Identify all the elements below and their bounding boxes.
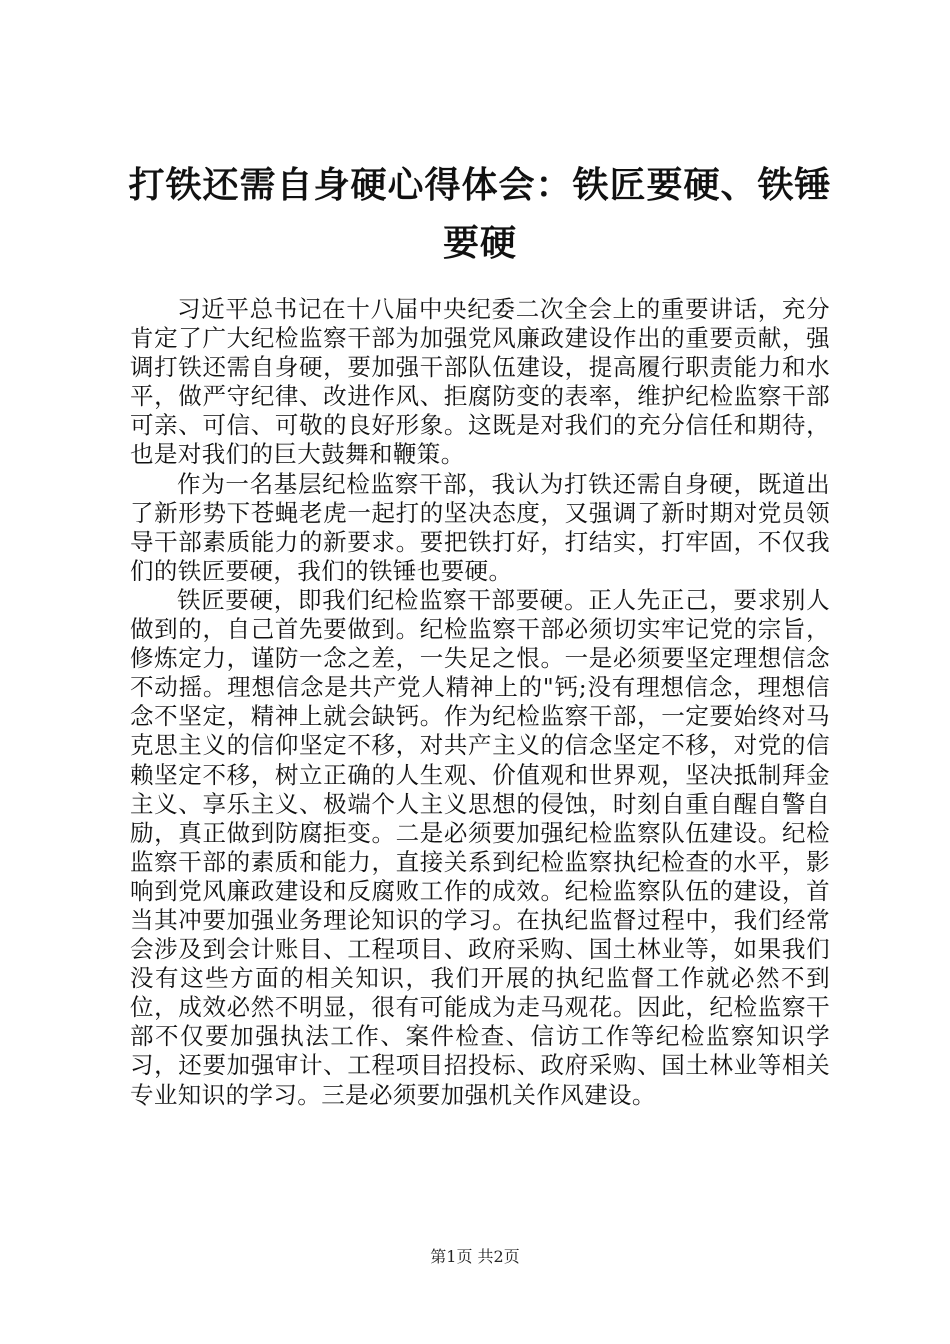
paragraph-2: 作为一名基层纪检监察干部，我认为打铁还需自身硬，既道出了新形势下苍蝇老虎一起打的坚决态度，又强调了新时期对党员领导干部素质能力的新要求。要把铁打好，打结实，打牢固，不仅我们的铁匠要硬，我们的铁锤也要硬。 — [130, 469, 830, 585]
page-footer: 第1页 共2页 — [430, 1247, 520, 1266]
document-body — [130, 295, 830, 1110]
document-title: 打铁还需自身硬心得体会：铁匠要硬、铁锤要硬 — [128, 164, 832, 264]
paragraph-1: 习近平总书记在十八届中央纪委二次全会上的重要讲话，充分肯定了广大纪检监察干部为加强党风廉政建设作出的重要贡献，强调打铁还需自身硬，要加强干部队伍建设，提高履行职责能力和水平，做严守纪律、改进作风、拒腐防变的表率，维护纪检监察干部可亲、可信、可敬的良好形象。这既是对我们的充分信任和期待，也是对我们的巨大鼓舞和鞭策。 — [130, 295, 830, 469]
paragraph-3: 铁匠要硬，即我们纪检监察干部要硬。正人先正己，要求别人做到的，自己首先要做到。纪检监察干部必须切实牢记党的宗旨，修炼定力，谨防一念之差，一失足之恨。一是必须要坚定理想信念不动摇。理想信念是共产党人精神上的"钙;没有理想信念，理想信念不坚定，精神上就会缺钙。作为纪检监察干部，一定要始终对马克思主义的信仰坚定不移，对共产主义的信念坚定不移，对党的信赖坚定不移，树立正确的人生观、价值观和世界观，坚决抵制拜金主义、享乐主义、极端个人主义思想的侵蚀，时刻自重自醒自警自励，真正做到防腐拒变。二是必须要加强纪检监察队伍建设。纪检监察干部的素质和能力，直接关系到纪检监察执纪检查的水平，影响到党风廉政建设和反腐败工作的成效。纪检监察队伍的建设，首当其冲要加强业务理论知识的学习。在执纪监督过程中，我们经常会涉及到会计账目、工程项目、政府采购、国土林业等，如果我们没有这些方面的相关知识，我们开展的执纪监督工作就必然不到位，成效必然不明显，很有可能成为走马观花。因此，纪检监察干部不仅要加强执法工作、案件检查、信访工作等纪检监察知识学习，还要加强审计、工程项目招投标、政府采购、国土林业等相关专业知识的学习。三是必须要加强机关作风建设。 — [130, 585, 830, 1109]
